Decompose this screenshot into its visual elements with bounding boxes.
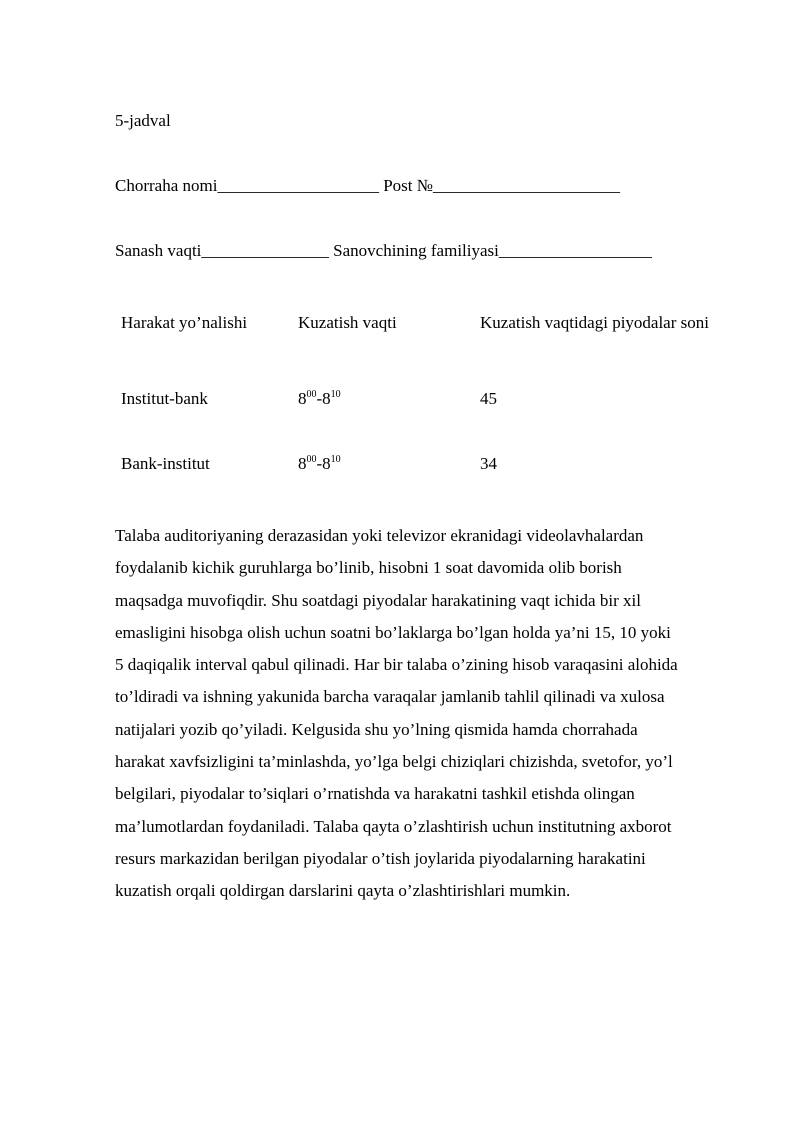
table-row-1-count: 45 xyxy=(480,389,497,408)
time-start: 8 xyxy=(298,454,307,473)
table-row-2-direction: Bank-institut xyxy=(121,454,210,473)
paragraph-line: foydalanib kichik guruhlarga bo’linib, hisobni 1 soat davomida olib borish xyxy=(115,558,622,578)
intersection-blank: ___________________ xyxy=(217,176,379,195)
paragraph-line: harakat xavfsizligini ta’minlashda, yo’lga belgi chiziqlari chizishda, svetofor, yo’l xyxy=(115,752,673,772)
form-line-intersection xyxy=(115,176,620,196)
time-start: 8 xyxy=(298,389,307,408)
post-label: Post № xyxy=(378,176,433,195)
time-start-sup: 00 xyxy=(306,454,317,465)
time-end-sup: 10 xyxy=(330,389,341,400)
paragraph-line: resurs markazidan berilgan piyodalar o’tish joylarida piyodalarning harakatini xyxy=(115,848,646,868)
table-number: 5-jadval xyxy=(115,111,171,130)
paragraph-line: 5 daqiqalik interval qabul qilinadi. Har bir talaba o’zining hisob varaqasini alohida xyxy=(115,655,678,675)
counter-label: Sanovchining familiyasi xyxy=(328,241,499,260)
table-header-count: Kuzatish vaqtidagi piyodalar soni xyxy=(480,313,709,332)
paragraph-line: to’ldiradi va ishning yakunida barcha varaqalar jamlanib tahlil qilinadi va xulosa xyxy=(115,687,665,707)
time-end-sup: 10 xyxy=(330,454,341,465)
date-blank: _______________ xyxy=(201,241,329,260)
counter-blank: __________________ xyxy=(498,241,652,260)
paragraph-line: maqsadga muvofiqdir. Shu soatdagi piyodalar harakatining vaqt ichida bir xil xyxy=(115,590,641,610)
table-header-direction: Harakat yo’nalishi xyxy=(121,313,248,332)
time-start-sup: 00 xyxy=(306,389,317,400)
paragraph-line: natijalari yozib qo’yiladi. Kelgusida shu yo’lning qismida hamda chorrahada xyxy=(115,719,638,739)
paragraph-line: ma’lumotlardan foydaniladi. Talaba qayta o’zlashtirish uchun institutning axborot xyxy=(115,816,672,836)
paragraph-line: kuzatish orqali qoldirgan darslarini qayta o’zlashtirishlari mumkin. xyxy=(115,881,571,901)
time-sep: -8 xyxy=(316,389,331,408)
time-sep: -8 xyxy=(316,454,331,473)
table-header-time: Kuzatish vaqti xyxy=(298,313,397,332)
intersection-label: Chorraha nomi xyxy=(115,176,218,195)
table-row-2-time xyxy=(298,454,341,474)
post-blank: ______________________ xyxy=(432,176,620,195)
paragraph-line: Talaba auditoriyaning derazasidan yoki televizor ekranidagi videolavhalardan xyxy=(115,526,644,545)
table-row-2-count: 34 xyxy=(480,454,497,473)
form-line-date xyxy=(115,241,652,261)
paragraph-line: belgilari, piyodalar to’siqlari o’rnatishda va harakatni tashkil etishda olingan xyxy=(115,784,635,804)
table-row-1-direction: Institut-bank xyxy=(121,389,208,408)
body-paragraph xyxy=(115,520,755,908)
paragraph-line: emasligini hisobga olish uchun soatni bo’laklarga bo’lgan holda ya’ni 15, 10 yoki xyxy=(115,622,671,642)
date-label: Sanash vaqti xyxy=(115,241,202,260)
table-row-1-time xyxy=(298,389,341,409)
